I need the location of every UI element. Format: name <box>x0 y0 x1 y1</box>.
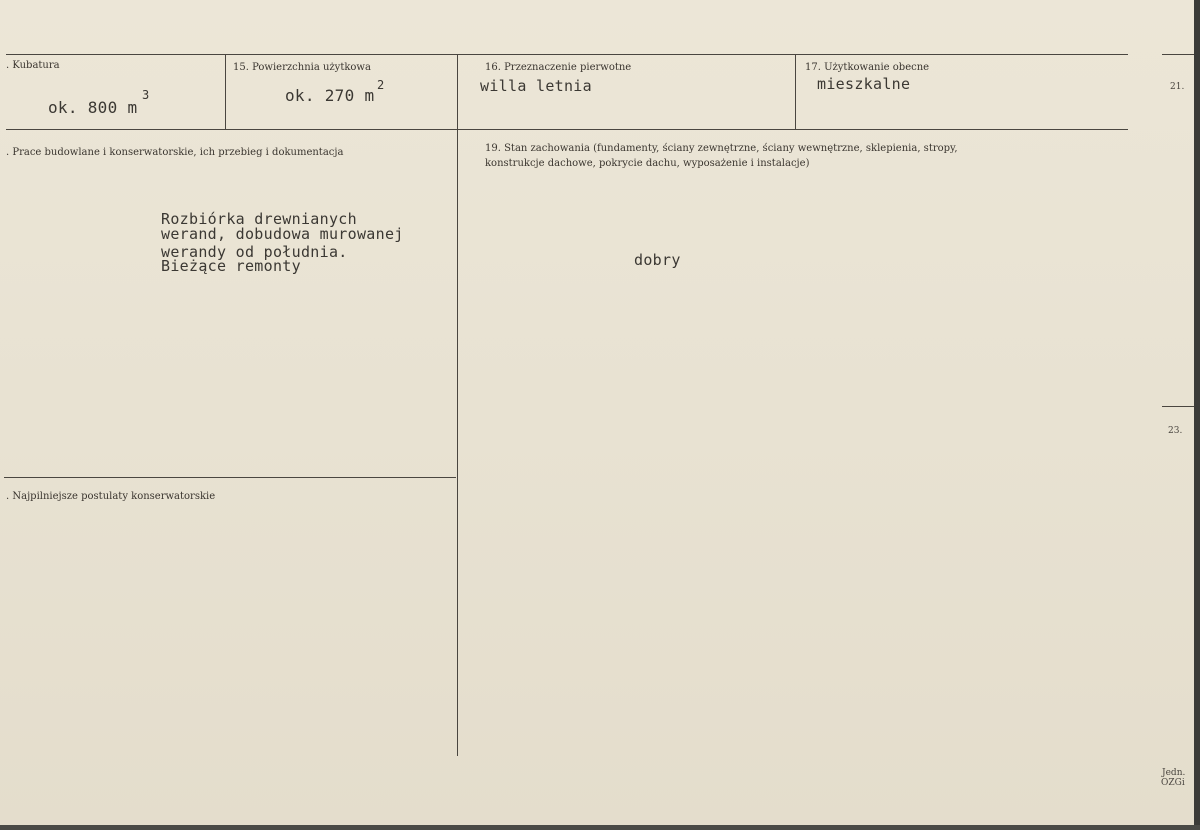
przeznaczenie-label: 16. Przeznaczenie pierwotne <box>485 62 632 73</box>
prace-line-4: Bieżące remonty <box>161 257 301 275</box>
card-edge-right <box>1194 0 1200 830</box>
prace-line-1: Rozbiórka drewnianych <box>161 210 357 228</box>
row-rule <box>6 129 1128 130</box>
powierzchnia-label: 15. Powierzchnia użytkowa <box>233 62 371 73</box>
side-ozg: OZGi <box>1161 778 1185 788</box>
left-mid-rule <box>4 477 456 478</box>
side-jedn: Jedn. <box>1162 768 1186 778</box>
postulaty-label: . Najpilniejsze postulaty konserwatorskie <box>6 491 216 502</box>
margin-tick-1 <box>1162 54 1194 55</box>
kubatura-exponent: 3 <box>142 88 150 102</box>
stan-label-line-2: konstrukcje dachowe, pokrycie dachu, wyposażenie i instalacje) <box>485 158 810 169</box>
powierzchnia-exponent: 2 <box>377 78 385 92</box>
kubatura-label: . Kubatura <box>6 60 60 71</box>
prace-line-2: werand, dobudowa murowanej <box>161 225 404 243</box>
col-divider-2 <box>457 54 458 756</box>
col-divider-1 <box>225 54 226 129</box>
top-rule <box>6 54 1128 55</box>
uzytkowanie-value: mieszkalne <box>817 75 911 93</box>
side-number-23: 23. <box>1168 426 1183 436</box>
prace-line-3: werandy od południa. <box>161 243 348 261</box>
stan-value: dobry <box>634 251 681 269</box>
card-edge-bottom <box>0 825 1200 830</box>
prace-label: . Prace budowlane i konserwatorskie, ich przebieg i dokumentacja <box>6 147 344 158</box>
margin-tick-2 <box>1162 406 1194 407</box>
stan-label-line-1: 19. Stan zachowania (fundamenty, ściany zewnętrzne, ściany wewnętrzne, sklepienia, stropy, <box>485 143 958 154</box>
col-divider-3 <box>795 54 796 129</box>
kubatura-value: ok. 800 m <box>48 98 138 117</box>
side-number-21: 21. <box>1170 82 1185 92</box>
przeznaczenie-value: willa letnia <box>480 77 592 95</box>
uzytkowanie-label: 17. Użytkowanie obecne <box>805 62 930 73</box>
powierzchnia-value: ok. 270 m <box>285 86 375 105</box>
